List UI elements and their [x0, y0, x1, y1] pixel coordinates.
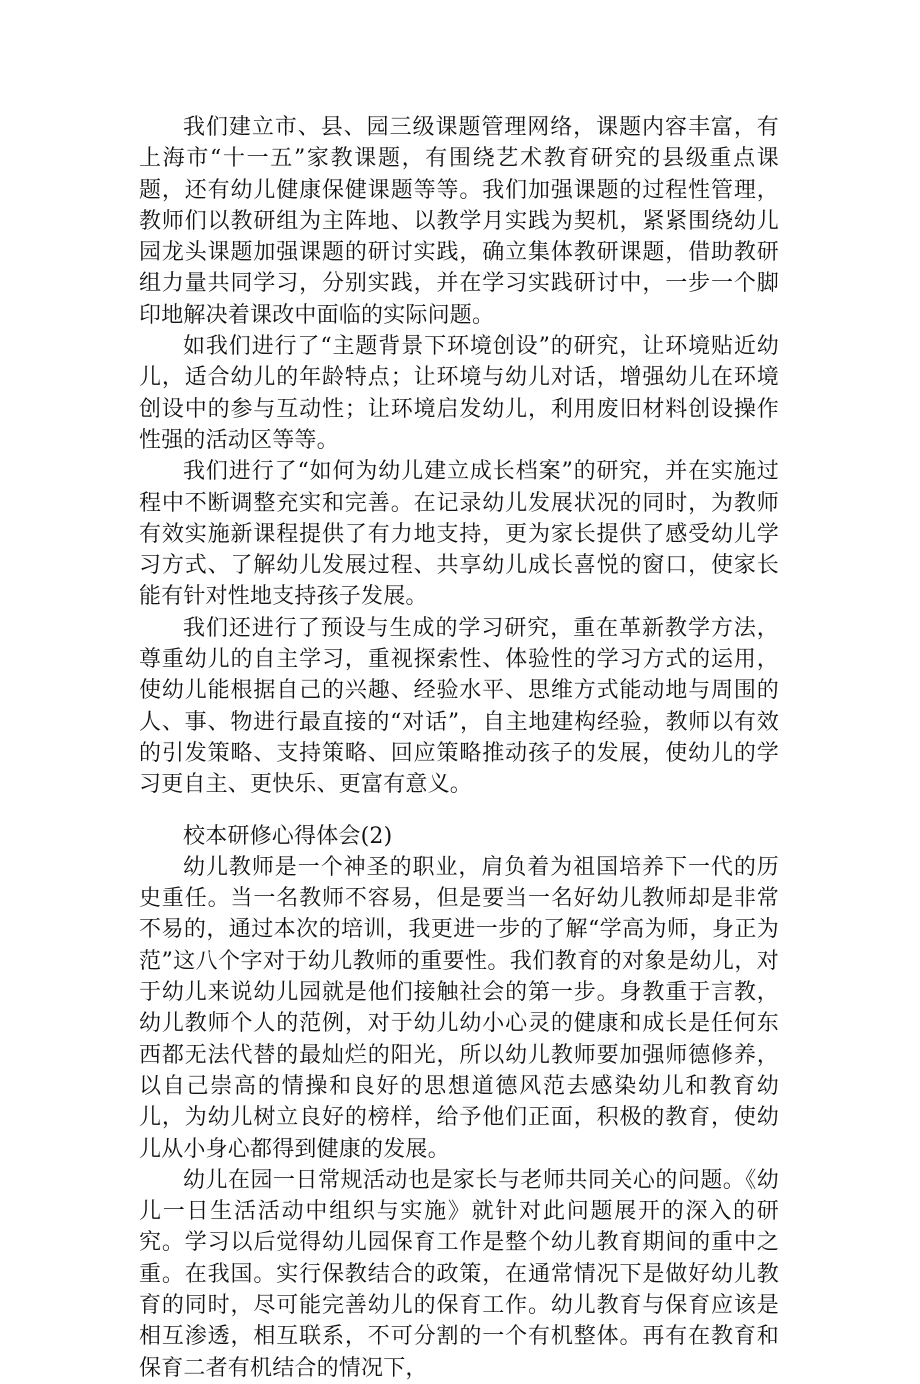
paragraph-3: 我们进行了“如何为幼儿建立成长档案”的研究，并在实施过程中不断调整充实和完善。在记录幼儿发展状况的同时，为教师有效实施新课程提供了有力地支持，更为家长提供了感受幼儿学习方式、了解幼儿发展过程、共享幼儿成长喜悦的窗口，使家长能有针对性地支持孩子发展。	[139, 459, 779, 610]
section-title: 校本研修心得体会(2)	[183, 823, 393, 849]
paragraph-1: 我们建立市、县、园三级课题管理网络，课题内容丰富，有上海市“十一五”家教课题，有围绕艺术教育研究的县级重点课题，还有幼儿健康保健课题等等。我们加强课题的过程性管理，教师们以教研组为主阵地、以教学月实践为契机，紧紧围绕幼儿园龙头课题加强课题的研讨实践，确立集体教研课题，借助教研组力量共同学习，分别实践，并在学习实践研讨中，一步一个脚印地解决着课改中面临的实际问题。	[139, 115, 779, 328]
section-paragraph-1: 幼儿教师是一个神圣的职业，肩负着为祖国培养下一代的历史重任。当一名教师不容易，但是要当一名好幼儿教师却是非常不易的，通过本次的培训，我更进一步的了解“学高为师，身正为范”这八个字对于幼儿教师的重要性。我们教育的对象是幼儿，对于幼儿来说幼儿园就是他们接触社会的第一步。身教重于言教，幼儿教师个人的范例，对于幼儿幼小心灵的健康和成长是任何东西都无法代替的最灿烂的阳光，所以幼儿教师要加强师德修养，以自己崇高的情操和良好的思想道德风范去感染幼儿和教育幼儿，为幼儿树立良好的榜样，给予他们正面，积极的教育，使幼儿从小身心都得到健康的发展。	[139, 854, 779, 1162]
section-paragraph-2: 幼儿在园一日常规活动也是家长与老师共同关心的问题。《幼儿一日生活活动中组织与实施》就针对此问题展开的深入的研究。学习以后觉得幼儿园保育工作是整个幼儿教育期间的重中之重。在我国。实行保教结合的政策，在通常情况下是做好幼儿教育的同时，尽可能完善幼儿的保育工作。幼儿教育与保育应该是相互渗透，相互联系，不可分割的一个有机整体。再有在教育和保育二者有机结合的情况下，	[139, 1167, 779, 1381]
document-body	[139, 112, 779, 1384]
paragraph-2: 如我们进行了“主题背景下环境创设”的研究，让环境贴近幼儿，适合幼儿的年龄特点；让环境与幼儿对话，增强幼儿在环境创设中的参与互动性；让环境启发幼儿，利用废旧材料创设操作性强的活动区等等。	[139, 334, 779, 453]
section-spacer	[139, 801, 779, 821]
paragraph-4: 我们还进行了预设与生成的学习研究，重在革新教学方法，尊重幼儿的自主学习，重视探索性、体验性的学习方式的运用，使幼儿能根据自己的兴趣、经验水平、思维方式能动地与周围的人、事、物进行最直接的“对话”，自主地建构经验，教师以有效的引发策略、支持策略、回应策略推动孩子的发展，使幼儿的学习更自主、更快乐、更富有意义。	[139, 615, 779, 798]
